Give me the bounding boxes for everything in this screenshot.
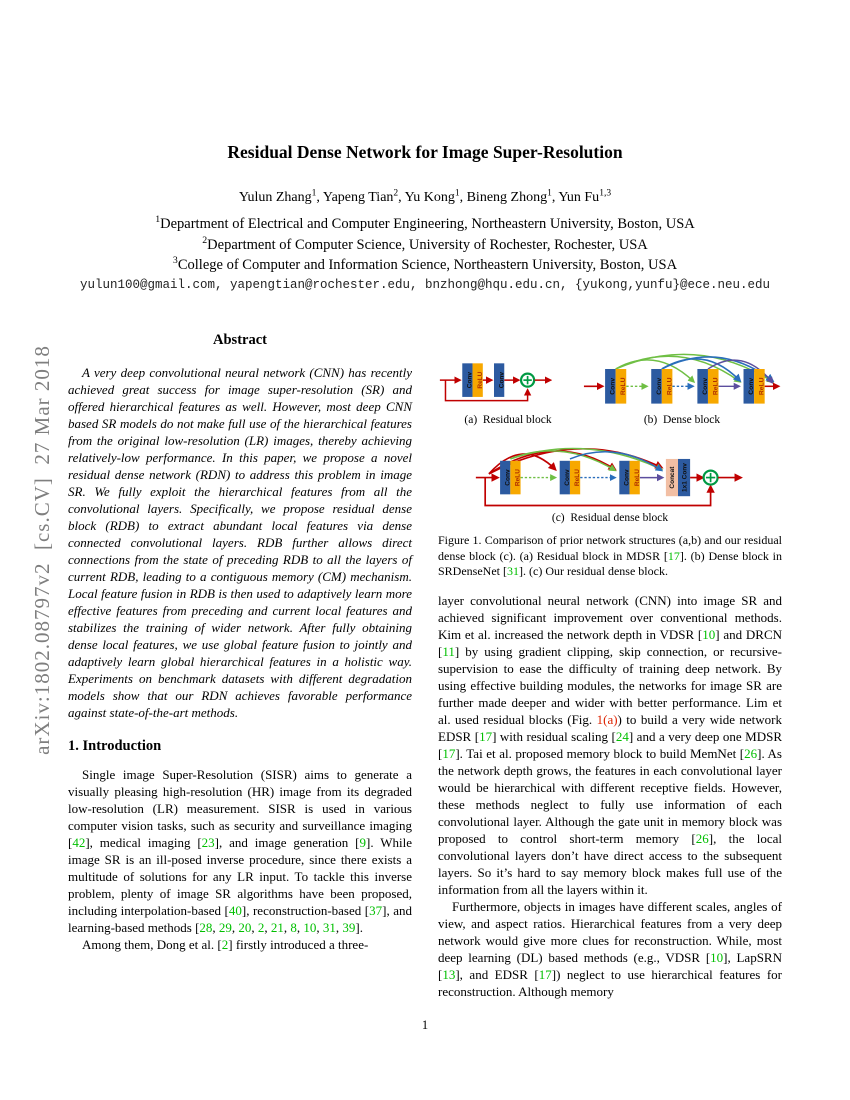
citation-link[interactable]: 37 [369,903,383,918]
citation-link[interactable]: 17 [479,728,493,744]
citation-link[interactable]: 20 [238,920,252,935]
conv-label: Conv [655,377,663,395]
citation-link[interactable]: 23 [201,835,215,850]
relu-label: ReLU [712,377,720,396]
superscript: 1 [454,188,460,199]
residual-block-diagram [438,354,578,414]
dense-block-diagram [582,344,782,413]
relu-label: ReLU [633,469,641,487]
superscript: 1,3 [599,188,612,199]
citation-link[interactable]: 39 [342,920,356,935]
relu-label: ReLU [620,377,628,396]
arxiv-watermark: arXiv:1802.08797v2 [cs.CV] 27 Mar 2018 [30,345,54,755]
intro-paragraph-4: Furthermore, objects in images have different scales, angles of view, and aspect ratios. Hierarchical features from a very deep network would give more clues for reconstruction. While, most deep learning (DL) based methods (e.g., VDSR [10], LapSRN [13], and EDSR [17]) neglect to use hierarchical features for reconstruction. Although memory [438,898,782,999]
citation-link[interactable]: 10 [702,626,716,642]
concat-label: Concat [669,466,677,489]
citation-link[interactable]: 17 [442,745,456,761]
relu-label: ReLU [476,371,484,389]
figure-1b [582,344,782,426]
relu-label: ReLU [666,377,674,396]
conv-label: Conv [466,371,474,388]
left-column [68,332,412,953]
figure-1 [438,344,782,580]
relu-label: ReLU [758,377,766,396]
subcaption-c: (c) Residual dense block [551,512,669,525]
right-column [438,344,782,1000]
conv-label: Conv [504,469,512,486]
superscript: 1 [311,188,317,199]
conv-label: Conv [701,377,709,395]
citation-link[interactable]: 21 [270,920,284,935]
conv-label: Conv [498,371,506,388]
citation-link[interactable]: 31 [322,920,336,935]
citation-link[interactable]: 40 [228,903,242,918]
figure-1-caption: Figure 1. Comparison of prior network structures (a,b) and our residual dense block (c). (a) Residual block in MDSR [17]. (b) Dense block in SRDenseNet [31]. (c) Our residual dense block. [438,533,782,579]
superscript: 2 [393,188,399,199]
citation-link[interactable]: 10 [303,920,317,935]
figure-1c [438,431,782,524]
citation-link[interactable]: 2 [221,937,229,952]
conv1x1-label: 1x1 Conv [681,463,689,493]
citation-link[interactable]: 42 [72,835,86,850]
subcaption-b: (b) Dense block [643,414,721,427]
introduction-heading: 1. Introduction [68,738,162,754]
superscript: 3 [172,255,178,267]
conv-label: Conv [623,469,631,486]
abstract-text: A very deep convolutional neural network (CNN) has recently achieved great success for image super-resolution (SR) and offered hierarchical features as well. However, most deep CNN based SR models do not make full use of the hierarchical features from the original low-resolution (LR) images, thereby achieving relatively-low performance. In this paper, we propose a novel residual dense network (RDN) to address this problem in image SR. We fully exploit the hierarchical features from all the convolutional layers. Specifically, we propose residual dense block (RDB) to extract abundant local features via dense connected convolutional layers. RDB further allows direct connections from the state of preceding RDB to all the layers of current RDB, leading to a contiguous memory (CM) mechanism. Local feature fusion in RDB is then used to adaptively learn more effective features from preceding and current local features and stabilizes the training of wider network. After fully obtaining dense local features, we use global feature fusion to jointly and adaptively learn global hierarchical features in a holistic way. Experiments on benchmark datasets with different degradation models show that our RDN achieves favorable performance against state-of-the-art methods. [68,365,412,720]
superscript: 1 [155,214,161,226]
figure-ref-link[interactable]: 1(a) [596,711,618,727]
author-line: Yulun Zhang$^1$, Yapeng Tian$^2$, Yu Kong$^1$, Bineng Zhong$^1$, Yun Fu$^{1,3}$ [238,188,612,205]
citation-link[interactable]: 28 [199,920,213,935]
citation-link[interactable]: 11 [442,643,455,659]
superscript: 2 [202,234,208,246]
relu-label: ReLU [514,469,522,487]
paper-title: Residual Dense Network for Image Super-Resolution [227,142,623,162]
skip-connection [445,380,527,401]
superscript: 1 [547,188,552,199]
figure-1-row-ab [438,344,782,426]
residual-dense-block-diagram [474,431,746,511]
citation-link[interactable]: 29 [218,920,232,935]
conv-label: Conv [563,469,571,486]
conv-label: Conv [748,377,756,395]
citation-link[interactable]: 13 [442,966,456,982]
citation-link[interactable]: 26 [695,830,709,846]
subcaption-a: (a) Residual block [464,414,552,427]
email-line: yulun100@gmail.com, yapengtian@rochester.edu, bnzhong@hqu.edu.cn, {yukong,yunfu}@ece.neu.edu [79,278,771,292]
abstract-heading: Abstract [213,332,267,348]
citation-link[interactable]: 2 [257,920,265,935]
citation-link[interactable]: 24 [615,728,629,744]
conv-label: Conv [609,377,617,395]
intro-paragraph-2: Among them, Dong et al. [2] firstly introduced a three- [82,937,369,952]
page-number: 1 [421,1018,429,1032]
citation-link[interactable]: 9 [359,835,366,850]
intro-paragraph-1: Single image Super-Resolution (SISR) aims to generate a visually pleasing high-resolution (HR) image from its degraded low-resolution (LR) measurement. SISR is used in various computer vision tasks, such as security and surveillance imaging [42], medical imaging [23], and image generation [9]. While image SR is an ill-posed inverse procedure, since there exists a multitude of solutions for any LR input. To tackle this inverse problem, plenty of image SR algorithms have been proposed, including interpolation-based [40], reconstruction-based [37], and learning-based methods [28, 29, 20, 2, 21, 8, 10, 31, 39]. [68,767,413,935]
affiliation-2: $^2$Department of Computer Science, University of Rochester, Rochester, USA [202,234,648,253]
affiliation-3: $^3$College of Computer and Information Science, Northeastern University, Boston, USA [172,255,678,273]
affiliation-1: $^1$Department of Electrical and Computer Engineering, Northeastern University, Boston, USA [155,214,695,232]
citation-link[interactable]: 17 [667,548,680,563]
relu-label: ReLU [574,469,582,487]
citation-link[interactable]: 31 [507,564,519,579]
affiliations [0,214,850,276]
intro-paragraph-3: layer convolutional neural network (CNN) into image SR and achieved significant improvement over conventional methods. Kim et al. increased the network depth in VDSR [10] and DRCN [11] by using gradient clipping, skip connection, or recursive-supervision to ease the difficulty of training deep network. By using effective building modules, the networks for image SR are further made deeper and wider with better performance. Lim et al. used residual blocks (Fig. 1(a)) to build a very wide network EDSR [17] with residual scaling [24] and a very deep one MDSR [17]. Tai et al. proposed memory block to build MemNet [26]. As the network depth grows, the features in each convolutional layer would be hierarchical with different receptive fields. However, these methods neglect to fully use information of each convolutional layer. Although the gate unit in memory block was proposed to control short-term memory [26], the local convolutional layers don’t have direct access to the subsequent layers. So it’s hard to say memory block makes full use of the information from all the layers within it. [438,592,782,897]
citation-link[interactable]: 26 [744,745,758,761]
citation-link[interactable]: 10 [710,949,724,965]
citation-link[interactable]: 17 [538,966,552,982]
figure-1a [438,354,578,427]
citation-link[interactable]: 8 [290,920,297,935]
